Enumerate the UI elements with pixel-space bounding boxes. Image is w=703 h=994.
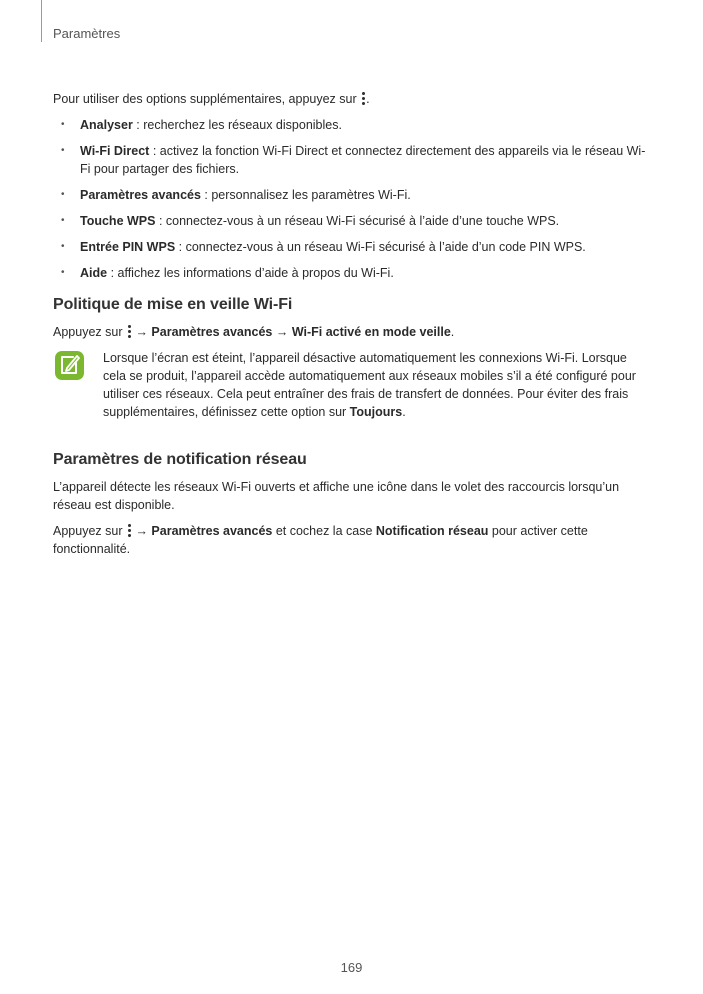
option-term: Aide bbox=[80, 266, 108, 280]
header-rule bbox=[41, 0, 42, 42]
more-options-icon bbox=[362, 92, 365, 105]
bullet: • bbox=[61, 119, 65, 130]
option-description: : affichez les informations d’aide à propos du Wi-Fi. bbox=[107, 266, 394, 280]
option-term: Touche WPS bbox=[80, 214, 156, 228]
more-options-icon bbox=[128, 325, 131, 338]
running-head: Paramètres bbox=[53, 26, 121, 41]
intro-paragraph bbox=[53, 90, 653, 108]
note-suffix: . bbox=[402, 405, 406, 419]
note-pencil-icon bbox=[55, 351, 84, 380]
note-text bbox=[103, 349, 653, 421]
page-content bbox=[53, 90, 653, 558]
option-term: Paramètres avancés bbox=[80, 188, 201, 202]
menu-path-item: Wi-Fi activé en mode veille bbox=[291, 325, 451, 339]
menu-path-item: Paramètres avancés bbox=[151, 524, 273, 538]
option-description: : connectez-vous à un réseau Wi-Fi sécurisé à l’aide d’un code PIN WPS. bbox=[175, 240, 586, 254]
option-term: Analyser bbox=[80, 118, 133, 132]
options-list bbox=[53, 116, 653, 282]
menu-path-item: Paramètres avancés bbox=[151, 325, 273, 339]
notification-description: L’appareil détecte les réseaux Wi-Fi ouverts et affiche une icône dans le volet des raccourcis lorsqu’un réseau est disponible. bbox=[53, 480, 620, 512]
bullet: • bbox=[61, 241, 65, 252]
arrow: → bbox=[131, 524, 152, 538]
instruction-prefix: Appuyez sur bbox=[53, 325, 126, 339]
list-item bbox=[53, 238, 653, 256]
bullet: • bbox=[61, 215, 65, 226]
list-item bbox=[53, 212, 653, 230]
list-item bbox=[53, 186, 653, 204]
section-heading-standby: Politique de mise en veille Wi-Fi bbox=[53, 296, 293, 313]
option-term: Wi-Fi Direct bbox=[80, 144, 150, 158]
arrow: → bbox=[131, 325, 152, 339]
option-description: : activez la fonction Wi-Fi Direct et connectez directement des appareils via le réseau Wi-Fi pour partager des fichiers. bbox=[80, 144, 646, 176]
option-term: Entrée PIN WPS bbox=[80, 240, 176, 254]
intro-text: Pour utiliser des options supplémentaires, appuyez sur bbox=[53, 92, 361, 106]
option-description: : recherchez les réseaux disponibles. bbox=[132, 118, 342, 132]
standby-instruction bbox=[53, 323, 653, 341]
list-item bbox=[53, 142, 653, 178]
instruction-suffix: . bbox=[450, 325, 455, 339]
option-description: : connectez-vous à un réseau Wi-Fi sécurisé à l’aide d’une touche WPS. bbox=[155, 214, 560, 228]
arrow: → bbox=[272, 325, 292, 339]
checkbox-name: Notification réseau bbox=[375, 524, 489, 538]
instruction-suffix: pour activer cette fonctionnalité. bbox=[53, 524, 588, 556]
notification-instruction bbox=[53, 522, 653, 558]
section-heading-notification: Paramètres de notification réseau bbox=[53, 451, 307, 468]
note-option: Toujours bbox=[349, 405, 403, 419]
bullet: • bbox=[61, 267, 65, 278]
page-number: 169 bbox=[340, 960, 363, 975]
option-description: : personnalisez les paramètres Wi-Fi. bbox=[200, 188, 411, 202]
list-item bbox=[53, 264, 653, 282]
instruction-middle: et cochez la case bbox=[272, 524, 376, 538]
more-options-icon bbox=[128, 524, 131, 537]
instruction-prefix: Appuyez sur bbox=[53, 524, 126, 538]
note-block bbox=[53, 349, 653, 421]
note-body: Lorsque l’écran est éteint, l’appareil désactive automatiquement les connexions Wi-Fi. Lorsque cela se produit, l’appareil accède automatiquement aux réseaux mobiles s’il a été configuré pour utiliser ces réseaux. Cela peut entraîner des frais de transfert de données. Pour éviter des frais supplémentaires, définissez cette option sur bbox=[103, 351, 636, 419]
intro-suffix: . bbox=[366, 92, 370, 106]
bullet: • bbox=[61, 189, 65, 200]
list-item bbox=[53, 116, 653, 134]
bullet: • bbox=[61, 145, 65, 156]
